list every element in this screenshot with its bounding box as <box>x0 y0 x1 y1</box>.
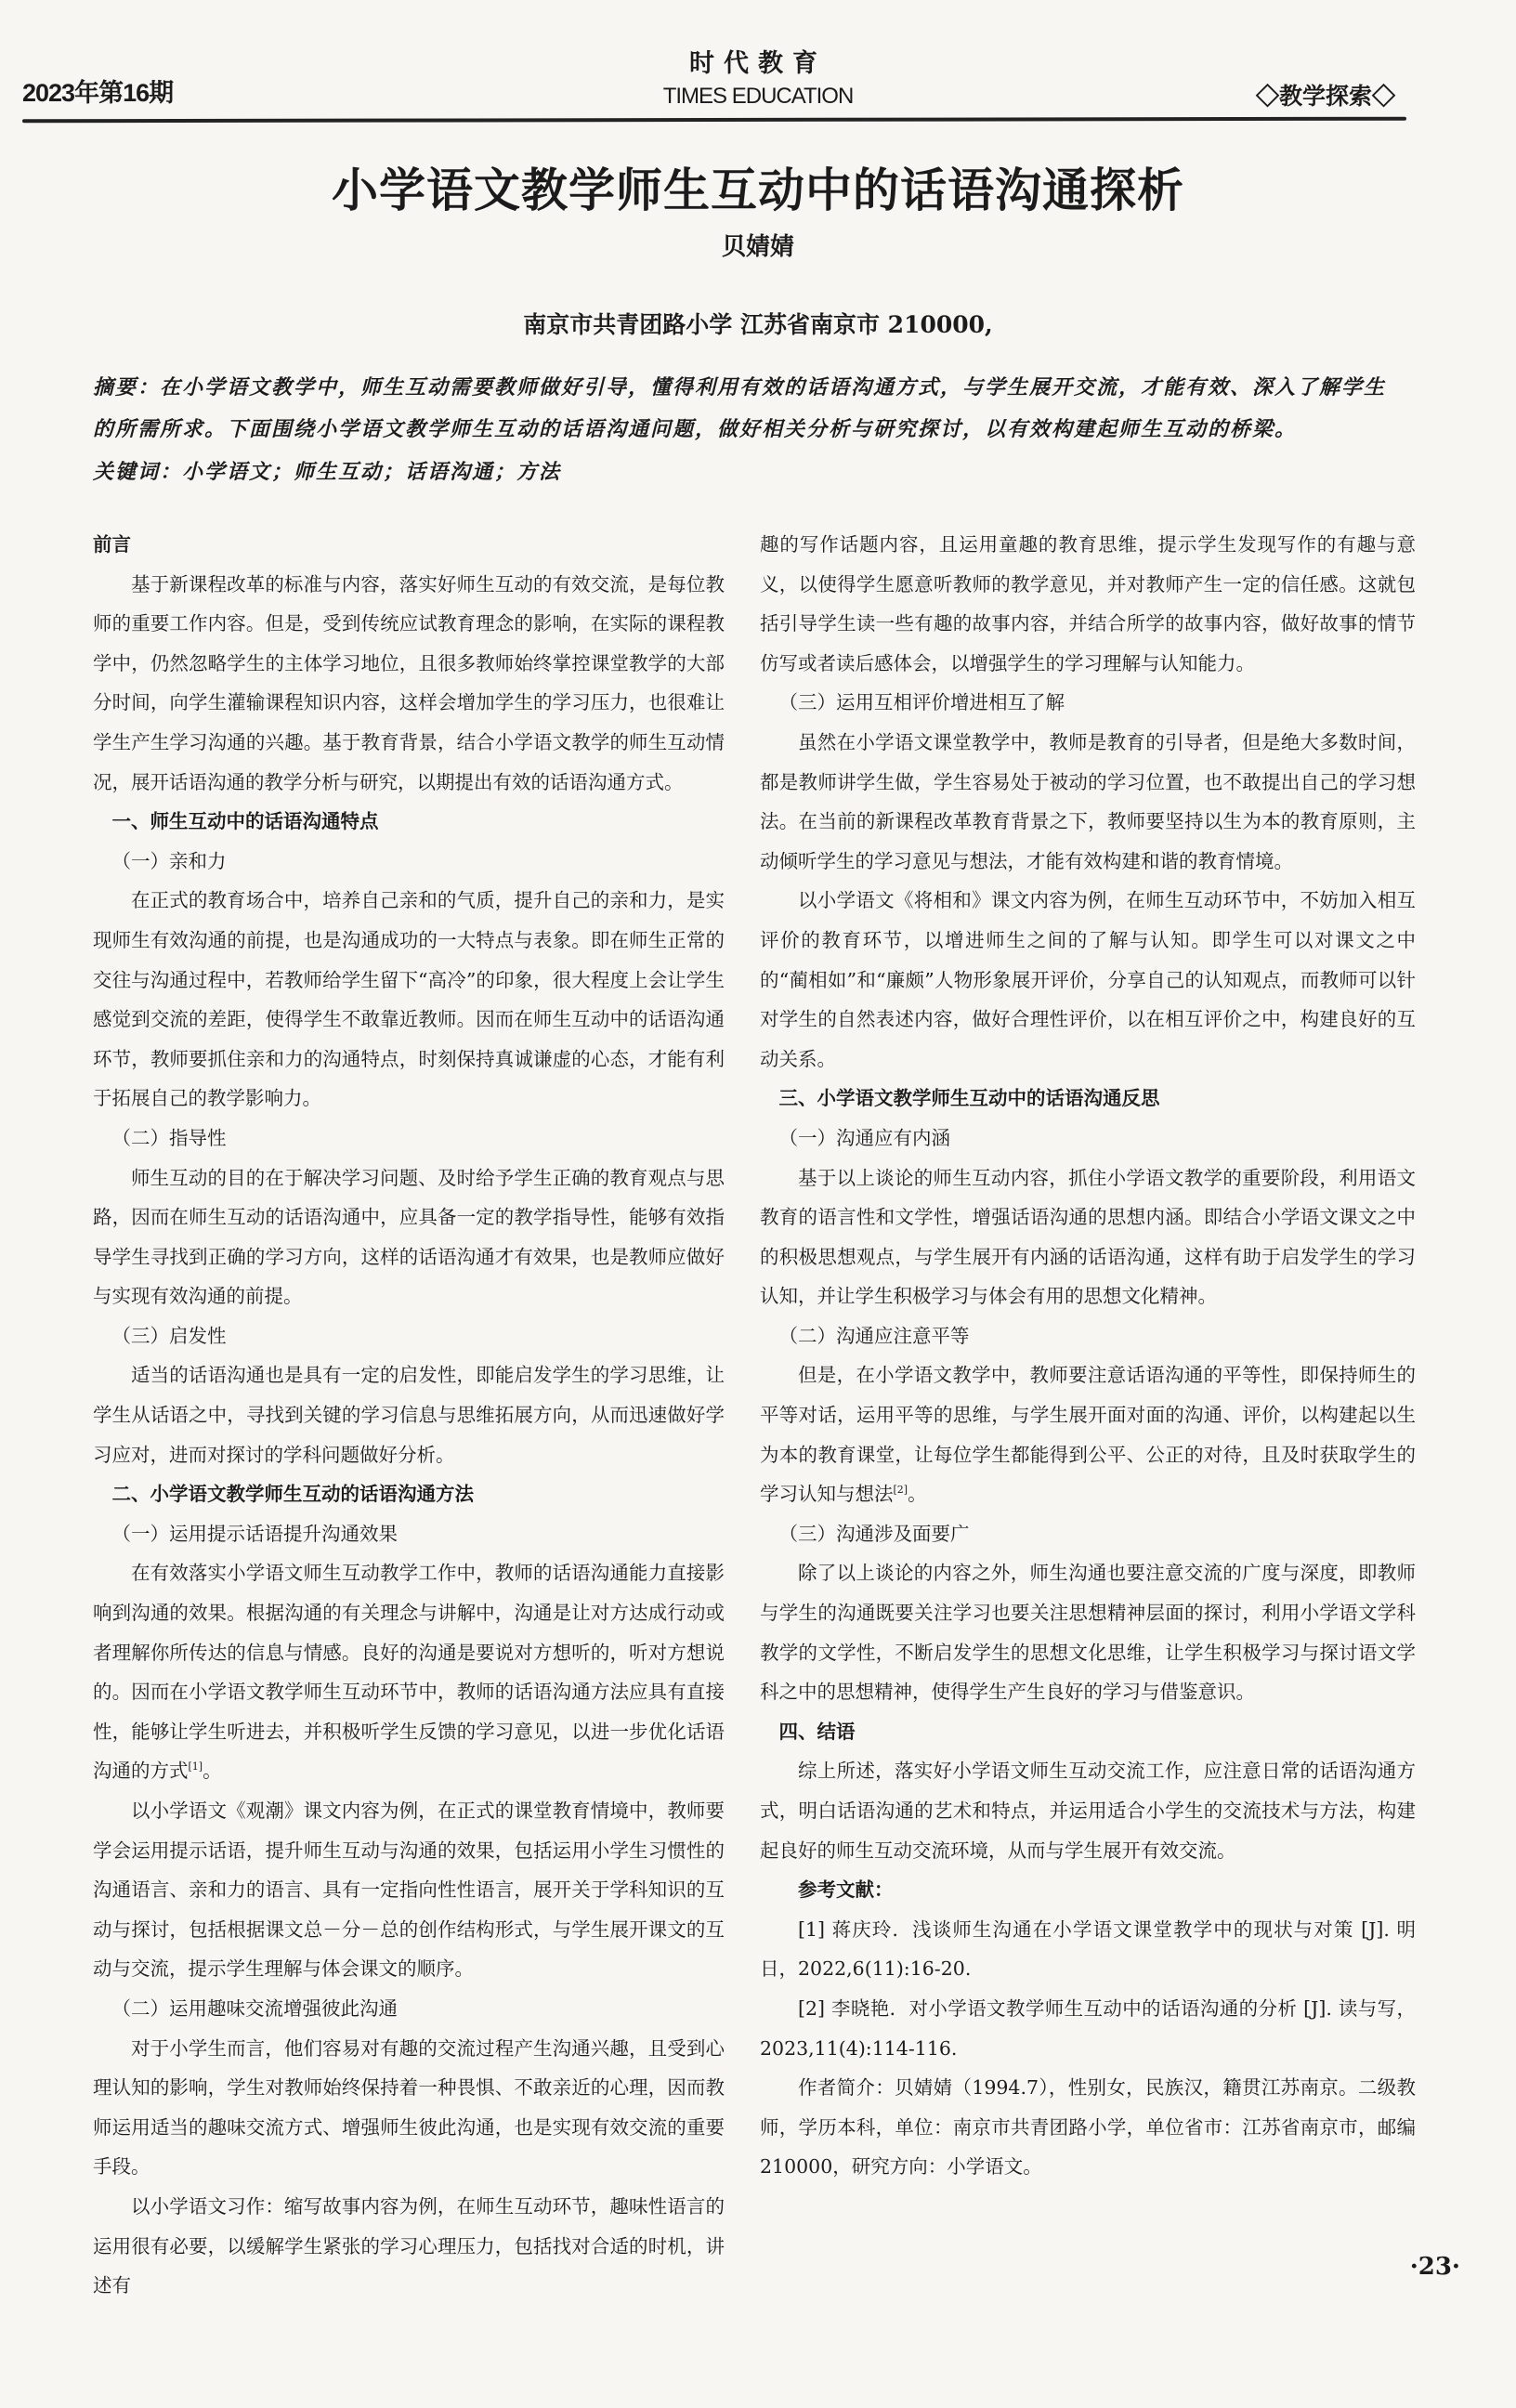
section-heading <box>93 1474 725 1514</box>
citation-marker: [2] <box>893 1484 908 1497</box>
paragraph-text: 以小学语文习作：缩写故事内容为例，在师生互动环节，趣味性语言的运用很有必要，以缓解学生紧张的学习心理压力，包括找对合适的时机，讲述有 <box>93 2194 725 2297</box>
abstract-text: 在小学语文教学中，师生互动需要教师做好引导，懂得利用有效的话语沟通方式，与学生展开交流，才能有效、深入了解学生的所需所求。下面围绕小学语文教学师生互动的话语沟通问题，做好相关分析与研究探讨，以有效构建起师生互动的桥梁。 <box>93 375 1387 441</box>
right-column <box>760 525 1416 2187</box>
paragraph <box>93 2029 725 2187</box>
paragraph-text: 除了以上谈论的内容之外，师生沟通也要注意交流的广度与深度，即教师与学生的沟通既要关注学习也要关注思想精神层面的探讨，利用小学语文学科教学的文学性，不断启发学生的思想文化思维，让学生积极学习与探讨语文学科之中的思想精神，使得学生产生良好的学习与借鉴意识。 <box>760 1562 1416 1704</box>
paragraph <box>760 1751 1416 1870</box>
paragraph-text: 以小学语文《将相和》课文内容为例，在师生互动环节中，不妨加入相互评价的教育环节，以增进师生之间的了解与认知。即学生可以对课文之中的“蔺相如”和“廉颇”人物形象展开评价，分享自己的认知观点，而教师可以针对学生的自然表述内容，做好合理性评价，以在相互评价之中，构建良好的互动关系。 <box>760 889 1416 1070</box>
paragraph <box>93 1158 725 1316</box>
paragraph-text: 前言 <box>93 533 131 556</box>
paragraph-text: 基于新课程改革的标准与内容，落实好师生互动的有效交流，是每位教师的重要工作内容。但是，受到传统应试教育理念的影响，在实际的课程教学中，仍然忽略学生的主体学习地位，且很多教师始终掌控课堂教学的大部分时间，向学生灌输课程知识内容，这样会增加学生的学习压力，也很难让学生产生学习沟通的兴趣。基于教育背景，结合小学语文教学的师生互动情况，展开话语沟通的教学分析与研究，以期提出有效的话语沟通方式。 <box>93 572 725 793</box>
paragraph <box>760 1910 1416 1989</box>
paragraph <box>760 881 1416 1079</box>
section-heading <box>760 683 1416 723</box>
paragraph-text: 师生互动的目的在于解决学习问题、及时给予学生正确的教育观点与思路，因而在师生互动的话语沟通中，应具备一定的教学指导性，能够有效指导学生寻找到正确的学习方向，这样的话语沟通才有效果，也是教师应做好与实现有效沟通的前提。 <box>93 1166 725 1308</box>
paragraph-text: 趣的写作话题内容，且运用童趣的教育思维，提示学生发现写作的有趣与意义，以使得学生愿意听教师的教学意见，并对教师产生一定的信任感。这就包括引导学生读一些有趣的故事内容，并结合所学的故事内容，做好故事的情节仿写或者读后感体会，以增强学生的学习理解与认知能力。 <box>760 533 1416 674</box>
journal-title-en: TIMES EDUCATION <box>662 84 854 109</box>
section-heading <box>760 1316 1416 1356</box>
paragraph-text: 二、小学语文教学师生互动的话语沟通方法 <box>111 1483 474 1506</box>
paragraph-text: （二）运用趣味交流增强彼此沟通 <box>111 1996 398 2020</box>
section-heading <box>93 1316 725 1356</box>
paragraph-text: 对于小学生而言，他们容易对有趣的交流过程产生沟通兴趣，且受到心理认知的影响，学生对教师始终保持着一种畏惧、不敢亲近的心理，因而教师运用适当的趣味交流方式、增强师生彼此沟通，也是实现有效交流的重要手段。 <box>93 2036 725 2179</box>
section-heading <box>93 525 725 565</box>
section-heading <box>760 1712 1416 1752</box>
section-label: ◇教学探索◇ <box>1255 84 1395 110</box>
keywords-text: 小学语文；师生互动；话语沟通；方法 <box>182 460 562 484</box>
paragraph-text: 在有效落实小学语文师生互动教学工作中，教师的话语沟通能力直接影响到沟通的效果。根据沟通的有关理念与讲解中，沟通是让对方达成行动或者理解你所传达的信息与情感。良好的沟通是要说对方想听的，听对方想说的。因而在小学语文教学师生互动环节中，教师的话语沟通方法应具有直接性，能够让学生听进去，并积极听学生反馈的学习意见，以进一步优化话语沟通的方式 <box>93 1562 725 1783</box>
paragraph-tail: 。 <box>908 1483 927 1506</box>
paragraph-text: 适当的话语沟通也是具有一定的启发性，即能启发学生的学习思维，让学生从话语之中，寻找到关键的学习信息与思维拓展方向，从而迅速做好学习应对，进而对探讨的学科问题做好分析。 <box>93 1364 725 1466</box>
section-heading <box>760 1119 1416 1158</box>
left-column <box>93 525 725 2306</box>
paragraph-text: （一）沟通应有内涵 <box>778 1126 950 1149</box>
page-number: ·23· <box>1409 2253 1460 2281</box>
journal-title-cn: 时代教育 <box>689 49 827 78</box>
author-name: 贝婧婧 <box>721 233 794 261</box>
author-affiliation: 南京市共青团路小学 江苏省南京市 210000, <box>523 311 993 338</box>
citation-marker: [1] <box>188 1760 203 1773</box>
paragraph <box>93 1791 725 1989</box>
paragraph <box>760 2068 1416 2187</box>
paragraph-text: 基于以上谈论的师生互动内容，抓住小学语文教学的重要阶段，利用语文教育的语言性和文学性，增强话语沟通的思想内涵。即结合小学语文课文之中的积极思想观点，与学生展开有内涵的话语沟通，这样有助于启发学生的学习认知，并让学生积极学习与体会有用的思想文化精神。 <box>760 1166 1416 1308</box>
paragraph-text: 三、小学语文教学师生互动中的话语沟通反思 <box>778 1087 1160 1110</box>
section-heading <box>93 1989 725 2029</box>
paragraph-text: 以小学语文《观潮》课文内容为例，在正式的课堂教育情境中，教师要学会运用提示话语，提升师生互动与沟通的效果，包括运用小学生习惯性的沟通语言、亲和力的语言、具有一定指向性性语言，展开关于学科知识的互动与探讨，包括根据课文总－分－总的创作结构形式，与学生展开课文的互动与交流，提示学生理解与体会课文的顺序。 <box>93 1799 725 1981</box>
abstract <box>93 367 1403 451</box>
paragraph <box>93 1553 725 1791</box>
article-title: 小学语文教学师生互动中的话语沟通探析 <box>332 163 1184 217</box>
paragraph-text: （二）沟通应注意平等 <box>778 1324 970 1347</box>
section-heading <box>93 802 725 842</box>
paragraph-text: 作者简介：贝婧婧（1994.7），性别女，民族汉，籍贯江苏南京。二级教师，学历本科，单位：南京市共青团路小学，单位省市：江苏省南京市，邮编210000，研究方向：小学语文。 <box>760 2076 1416 2179</box>
section-heading <box>93 1514 725 1554</box>
paragraph-text: 虽然在小学语文课堂教学中，教师是教育的引导者，但是绝大多数时间，都是教师讲学生做，学生容易处于被动的学习位置，也不敢提出自己的学习想法。在当前的新课程改革教育背景之下，教师要坚持以生为本的教育原则，主动倾听学生的学习意见与想法，才能有效构建和谐的教育情境。 <box>760 730 1416 872</box>
abstract-label: 摘要： <box>93 375 161 399</box>
header-rule <box>22 117 1406 124</box>
paragraph-text: 综上所述，落实好小学语文师生互动交流工作，应注意日常的话语沟通方式，明白话语沟通的艺术和特点，并运用适合小学生的交流技术与方法，构建起良好的师生互动交流环境，从而与学生展开有效交流。 <box>760 1760 1416 1862</box>
section-heading <box>760 1079 1416 1119</box>
paragraph-text: （一）运用提示话语提升沟通效果 <box>111 1522 398 1545</box>
keywords <box>93 452 1403 493</box>
paragraph <box>760 525 1416 683</box>
paragraph-text: 参考文献： <box>798 1878 894 1902</box>
section-heading <box>760 1870 1416 1910</box>
paragraph <box>760 1355 1416 1513</box>
paragraph-text: （一）亲和力 <box>111 849 227 872</box>
paragraph <box>760 1158 1416 1316</box>
paragraph-text: [1] 蒋庆玲．浅谈师生沟通在小学语文课堂教学中的现状与对策 [J]. 明日，2022,6(11):16-20. <box>760 1917 1416 1981</box>
section-heading <box>760 1514 1416 1554</box>
paragraph-text: 在正式的教育场合中，培养自己亲和的气质，提升自己的亲和力，是实现师生有效沟通的前提，也是沟通成功的一大特点与表象。即在师生正常的交往与沟通过程中，若教师给学生留下“高冷”的印象，很大程度上会让学生感觉到交流的差距，使得学生不敢靠近教师。因而在师生互动中的话语沟通环节，教师要抓住亲和力的沟通特点，时刻保持真诚谦虚的心态，才能有利于拓展自己的教学影响力。 <box>93 889 725 1110</box>
paragraph-text: 一、师生互动中的话语沟通特点 <box>111 810 379 833</box>
paragraph-text: （三）沟通涉及面要广 <box>778 1522 970 1545</box>
paragraph <box>93 2187 725 2306</box>
paragraph-text: 但是，在小学语文教学中，教师要注意话语沟通的平等性，即保持师生的平等对话，运用平等的思维，与学生展开面对面的沟通、评价，以构建起以生为本的教育课堂，让每位学生都能得到公平、公正的对待，且及时获取学生的学习认知与想法 <box>760 1364 1416 1506</box>
paragraph-text: （二）指导性 <box>111 1126 227 1149</box>
paragraph-text: （三）启发性 <box>111 1324 227 1347</box>
paragraph <box>760 1989 1416 2068</box>
paragraph <box>760 1553 1416 1711</box>
paragraph-tail: 。 <box>203 1760 222 1783</box>
paragraph-text: （三）运用互相评价增进相互了解 <box>778 691 1065 714</box>
keywords-label: 关键词： <box>93 460 183 484</box>
paragraph <box>760 723 1416 881</box>
issue-number: 2023年第16期 <box>22 79 174 107</box>
paragraph <box>93 1355 725 1474</box>
paragraph <box>93 881 725 1119</box>
paragraph-text: [2] 李晓艳．对小学语文教学师生互动中的话语沟通的分析 [J]. 读与写，2023,11(4):114-116. <box>760 1996 1416 2060</box>
paragraph-text: 四、结语 <box>778 1720 856 1743</box>
paragraph <box>93 565 725 803</box>
section-heading <box>93 1119 725 1158</box>
section-heading <box>93 842 725 882</box>
